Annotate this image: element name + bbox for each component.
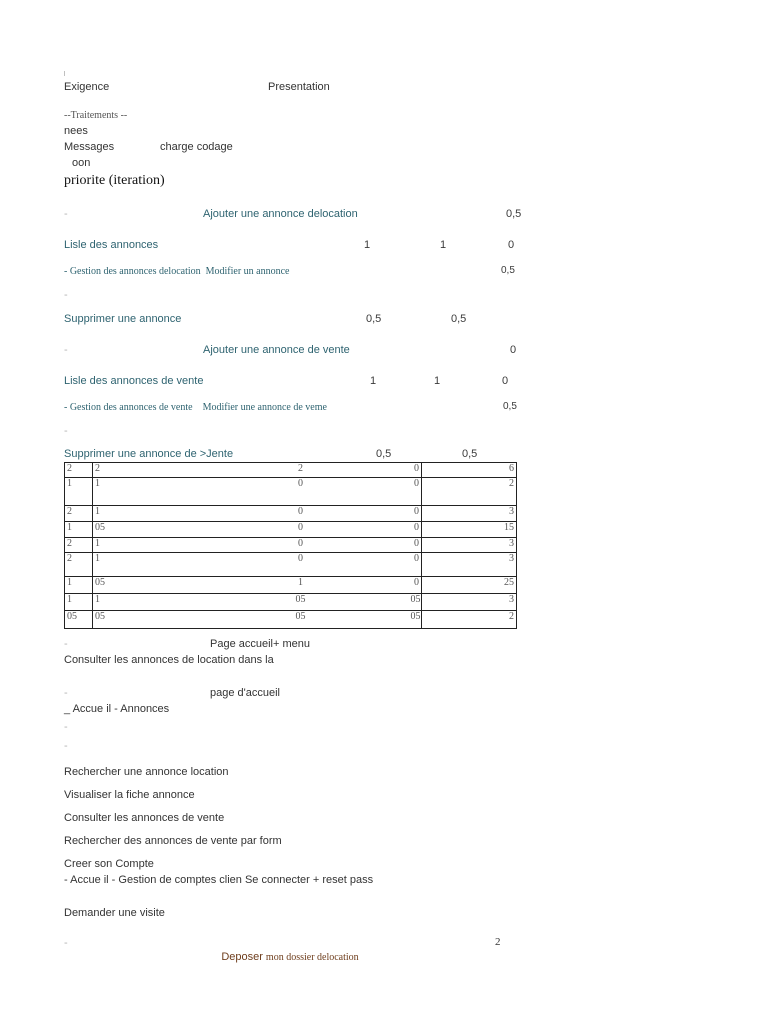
dash-marker: - bbox=[64, 638, 68, 650]
deposer-dossier-label bbox=[203, 936, 359, 979]
estimate-table bbox=[64, 462, 517, 629]
traitements-label: --Traitements -- bbox=[64, 110, 128, 121]
page-accueil-menu-label: Page accueil+ menu bbox=[210, 638, 310, 650]
ajouter-vente-value: 0 bbox=[510, 344, 517, 356]
ajouter-location-value: 0,5 bbox=[506, 208, 522, 220]
table-cell-col-5: 3 bbox=[422, 594, 517, 611]
table-cell-col-5: 3 bbox=[422, 506, 517, 522]
presentation-heading: Presentation bbox=[268, 81, 330, 93]
messages-label: Messages bbox=[64, 141, 115, 153]
ajouter-location-label: Ajouter une annonce delocation bbox=[203, 208, 358, 220]
table-cell-col-4: 0 bbox=[409, 506, 422, 522]
deposer-rest-text: mon dossier delocation bbox=[265, 952, 359, 963]
table-cell-col-5: 2 bbox=[422, 611, 517, 629]
table-cell-col-1: 1 bbox=[65, 577, 93, 594]
gestion-location-label: - Gestion des annonces delocation Modifier un annonce bbox=[64, 266, 290, 277]
table-cell-col-4: 05 bbox=[409, 594, 422, 611]
liste-location-value-3: 0 bbox=[508, 239, 515, 251]
table-row bbox=[65, 577, 517, 594]
table-row bbox=[65, 594, 517, 611]
dash-marker: - bbox=[64, 289, 68, 301]
nees-label: nees bbox=[64, 125, 88, 137]
deposer-word: Deposer bbox=[221, 951, 263, 963]
gestion-vente-label: - Gestion des annonces de vente Modifier une annonce de veme bbox=[64, 402, 327, 413]
table-row bbox=[65, 611, 517, 629]
table-cell-col-3: 0 bbox=[193, 538, 409, 553]
supprimer-location-label: Supprimer une annonce bbox=[64, 313, 182, 325]
table-cell-col-4: 0 bbox=[409, 577, 422, 594]
ajouter-vente-label: Ajouter une annonce de vente bbox=[203, 344, 350, 356]
supprimer-vente-label: Supprimer une annonce de >Jente bbox=[64, 448, 234, 460]
table-cell-col-5: 6 bbox=[422, 463, 517, 478]
gestion-vente-value: 0,5 bbox=[503, 401, 517, 412]
table-cell-col-2: 2 bbox=[93, 463, 193, 478]
estimate-table-body bbox=[65, 463, 517, 629]
table-cell-col-4: 05 bbox=[409, 611, 422, 629]
dash-marker: - bbox=[64, 740, 68, 752]
gestion-comptes-label: - Accue il - Gestion de comptes clien Se connecter + reset pass bbox=[64, 874, 374, 886]
priorite-heading: priorite (iteration) bbox=[64, 173, 165, 188]
table-cell-col-1: 05 bbox=[65, 611, 93, 629]
table-cell-col-4: 0 bbox=[409, 522, 422, 538]
dash-marker: - bbox=[64, 721, 68, 733]
table-cell-col-4: 0 bbox=[409, 553, 422, 577]
table-row bbox=[65, 478, 517, 506]
liste-vente-value-2: 1 bbox=[434, 375, 441, 387]
oon-label: oon bbox=[72, 157, 91, 169]
table-row bbox=[65, 522, 517, 538]
liste-vente-label: Lisle des annonces de vente bbox=[64, 375, 204, 387]
table-cell-col-5: 3 bbox=[422, 538, 517, 553]
table-cell-col-1: 1 bbox=[65, 522, 93, 538]
table-cell-col-2: 1 bbox=[93, 594, 193, 611]
supprimer-vente-value-1: 0,5 bbox=[376, 448, 392, 460]
table-cell-col-1: 2 bbox=[65, 463, 93, 478]
liste-location-value-2: 1 bbox=[440, 239, 447, 251]
liste-vente-value-3: 0 bbox=[502, 375, 509, 387]
dash-marker: - bbox=[64, 687, 68, 699]
table-cell-col-5: 15 bbox=[422, 522, 517, 538]
table-cell-col-5: 25 bbox=[422, 577, 517, 594]
accueil-annonces-label: _ Accue il - Annonces bbox=[64, 703, 170, 715]
dash-marker: - bbox=[64, 937, 68, 949]
table-cell-col-3: 0 bbox=[193, 478, 409, 506]
table-row bbox=[65, 553, 517, 577]
rechercher-vente-label: Rechercher des annonces de vente par form bbox=[64, 835, 282, 847]
consulter-vente-label: Consulter les annonces de vente bbox=[64, 812, 225, 824]
gestion-location-value: 0,5 bbox=[501, 265, 515, 276]
supprimer-vente-value-2: 0,5 bbox=[462, 448, 478, 460]
liste-vente-value-1: 1 bbox=[370, 375, 377, 387]
deposer-value: 2 bbox=[495, 936, 501, 948]
tick-mark bbox=[64, 71, 65, 76]
dash-marker: - bbox=[64, 208, 68, 220]
table-cell-col-3: 0 bbox=[193, 506, 409, 522]
creer-compte-label: Creer son Compte bbox=[64, 858, 154, 870]
liste-location-label: Lisle des annonces bbox=[64, 239, 159, 251]
dash-marker: - bbox=[64, 425, 68, 437]
visualiser-fiche-label: Visualiser la fiche annonce bbox=[64, 789, 195, 801]
exigence-heading: Exigence bbox=[64, 81, 110, 93]
dash-marker: - bbox=[64, 344, 68, 356]
table-cell-col-2: 05 bbox=[93, 522, 193, 538]
rechercher-location-label: Rechercher une annonce location bbox=[64, 766, 229, 778]
page-accueil-label: page d'accueil bbox=[210, 687, 280, 699]
table-cell-col-1: 2 bbox=[65, 553, 93, 577]
table-cell-col-4: 0 bbox=[409, 538, 422, 553]
charge-codage-label: charge codage bbox=[160, 141, 233, 153]
table-cell-col-3: 1 bbox=[193, 577, 409, 594]
table-cell-col-4: 0 bbox=[409, 478, 422, 506]
table-cell-col-3: 05 bbox=[193, 611, 409, 629]
table-cell-col-2: 1 bbox=[93, 478, 193, 506]
table-cell-col-1: 1 bbox=[65, 594, 93, 611]
supprimer-location-value-2: 0,5 bbox=[451, 313, 467, 325]
table-cell-col-2: 1 bbox=[93, 553, 193, 577]
supprimer-location-value-1: 0,5 bbox=[366, 313, 382, 325]
table-cell-col-1: 2 bbox=[65, 506, 93, 522]
table-cell-col-2: 1 bbox=[93, 538, 193, 553]
table-cell-col-3: 0 bbox=[193, 522, 409, 538]
liste-location-value-1: 1 bbox=[364, 239, 371, 251]
table-cell-col-4: 0 bbox=[409, 463, 422, 478]
table-cell-col-5: 2 bbox=[422, 478, 517, 506]
table-row bbox=[65, 463, 517, 478]
table-cell-col-2: 05 bbox=[93, 577, 193, 594]
table-cell-col-1: 1 bbox=[65, 478, 93, 506]
table-cell-col-3: 05 bbox=[193, 594, 409, 611]
consulter-location-label: Consulter les annonces de location dans la bbox=[64, 654, 274, 666]
table-row bbox=[65, 538, 517, 553]
table-cell-col-3: 0 bbox=[193, 553, 409, 577]
table-cell-col-3: 2 bbox=[193, 463, 409, 478]
table-cell-col-2: 1 bbox=[93, 506, 193, 522]
table-cell-col-5: 3 bbox=[422, 553, 517, 577]
table-cell-col-1: 2 bbox=[65, 538, 93, 553]
table-cell-col-2: 05 bbox=[93, 611, 193, 629]
demander-visite-label: Demander une visite bbox=[64, 907, 165, 919]
table-row bbox=[65, 506, 517, 522]
